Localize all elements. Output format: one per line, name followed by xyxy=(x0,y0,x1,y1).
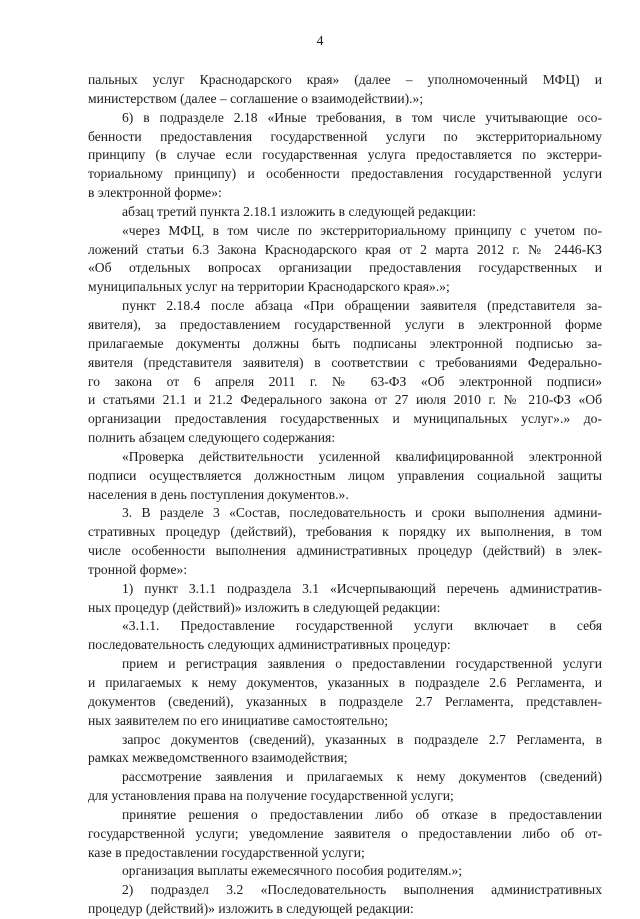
text-line: последовательность следующих административных процедур: xyxy=(88,637,451,653)
text-line: пункт 2.18.4 после абзаца «При обращении заявителя (представителя за- xyxy=(122,298,602,314)
text-line: населения в день поступления документов.». xyxy=(88,486,349,502)
text-line: процедур (действий)» изложить в следующей редакции: xyxy=(88,901,414,917)
text-line: го закона от 6 апреля 2011 г. № 63-ФЗ «Об электронной подписи» xyxy=(88,373,602,389)
text-line: ных процедур (действий)» изложить в следующей редакции: xyxy=(88,599,441,615)
text-line: полнить абзацем следующего содержания: xyxy=(88,430,336,446)
text-line: организация выплаты ежемесячного пособия родителям.»; xyxy=(122,863,463,879)
text-line: подписи осуществляется должностным лицом управления социальной защиты xyxy=(88,467,602,483)
text-line: муниципальных услуг на территории Краснодарского края».»; xyxy=(88,279,450,295)
text-line: и статьями 21.1 и 21.2 Федерального закона от 27 июля 2010 г. № 210-ФЗ «Об xyxy=(88,392,602,408)
text-line: казе в предоставлении государственной услуги; xyxy=(88,844,365,860)
text-line: 3. В разделе 3 «Состав, последовательность и сроки выполнения админи- xyxy=(122,505,602,521)
text-line: ных заявителем по его инициативе самостоятельно; xyxy=(88,712,389,728)
text-line: организации предоставления государственных и муниципальных услуг».» до- xyxy=(88,411,602,427)
text-line: принятие решения о предоставлении либо об отказе в предоставлении xyxy=(122,806,602,822)
text-line: «через МФЦ, в том числе по экстерриториальному принципу с учетом по- xyxy=(122,222,602,238)
text-line: принципу (в случае если государственная услуга предоставляется по экстерри- xyxy=(88,147,602,163)
text-line: «Об отдельных вопросах организации предоставления государственных и xyxy=(88,260,602,276)
text-line: бенности предоставления государственной услуги по экстерриториальному xyxy=(88,128,602,144)
text-line: 2) подраздел 3.2 «Последовательность выполнения административных xyxy=(122,882,602,898)
text-line: государственной услуги; уведомление заявителя о предоставлении либо об от- xyxy=(88,825,602,841)
text-line: рамках межведомственного взаимодействия; xyxy=(88,750,348,766)
text-line: стративных процедур (действий), требования к порядку их выполнения, в том xyxy=(88,524,602,540)
text-line: запрос документов (сведений), указанных в подразделе 2.7 Регламента, в xyxy=(122,731,602,747)
page-number: 4 xyxy=(316,34,324,49)
text-line: «3.1.1. Предоставление государственной услуги включает в себя xyxy=(122,618,602,634)
text-line: в электронной форме»: xyxy=(88,185,222,201)
text-line: явителя (представителя заявителя) в соответствии с требованиями Федерально- xyxy=(88,354,602,370)
text-line: для установления права на получение государственной услуги; xyxy=(88,788,454,804)
text-line: тронной форме»: xyxy=(88,561,188,577)
text-line: и прилагаемых к нему документов, указанных в подразделе 2.6 Регламента, и xyxy=(88,675,602,690)
document-body xyxy=(88,71,602,919)
text-line: явителя), за предоставлением государственной услуги в электронной форме xyxy=(88,316,602,332)
text-line: прилагаемые документы должны быть подписаны электронной подписью за- xyxy=(88,335,602,351)
text-line: министерством (далее – соглашение о взаимодействии).»; xyxy=(88,90,424,106)
text-line: «Проверка действительности усиленной квалифицированной электронной xyxy=(122,448,602,464)
text-line: пальных услуг Краснодарского края» (далее – уполномоченный МФЦ) и xyxy=(88,72,602,87)
text-line: ториальному принципу) и особенности предоставления государственной услуги xyxy=(88,166,602,182)
text-line: документов (сведений), указанных в подразделе 2.7 Регламента, представлен- xyxy=(88,693,602,709)
text-line: прием и регистрация заявления о предоставлении государственной услуги xyxy=(122,656,602,672)
text-line: рассмотрение заявления и прилагаемых к нему документов (сведений) xyxy=(122,769,602,785)
text-line: числе особенности выполнения административных процедур (действий) в элек- xyxy=(88,543,602,559)
text-line: ложений статьи 6.3 Закона Краснодарского края от 2 марта 2012 г. № 2446-КЗ xyxy=(88,241,602,257)
text-line: 6) в подразделе 2.18 «Иные требования, в том числе учитывающие осо- xyxy=(122,109,602,125)
text-line: 1) пункт 3.1.1 подраздела 3.1 «Исчерпывающий перечень административ- xyxy=(122,580,602,596)
text-line: абзац третий пункта 2.18.1 изложить в следующей редакции: xyxy=(122,203,476,219)
